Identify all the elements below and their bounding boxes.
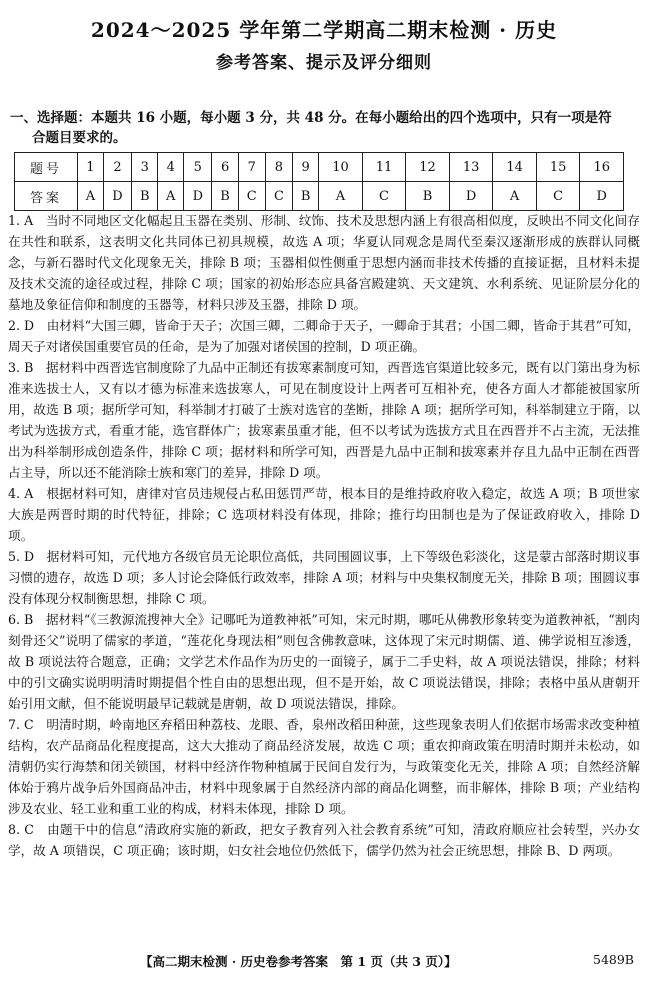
answer-cell: D (184, 182, 212, 211)
explanation-item-5: 5. D 据材料可知，元代地方各级官员无论职位高低，共同围圆议事，上下等级色彩淡化，这是蒙古部落时期议事习惯的遗存，故选 D 项；多人讨论会降低行政效率，排除 A 项；材料与中央集权制度无关，排除 B 项；围圆议事没有体现分权制衡思想，排除 C 项。 (8, 549, 640, 606)
section-heading (10, 108, 638, 148)
answer-cell: A (319, 182, 363, 211)
answer-cell: B (406, 182, 450, 211)
answer-cell: D (103, 182, 131, 211)
explanation-item-1: 1. A 当时不同地区文化幅起且玉器在类别、形制、纹饰、技术及思想内涵上有很高相似度，反映出不同文化间存在共性和联系，这表明文化共同体已初具规模，故选 A 项；华夏认同观念是周代至秦汉逐渐形成的族群认同概念，与新石器时代文化现象无关，排除 B 项；玉器相似性侧重于思想内涵而非技术传播的直接证据，且材料未提及技术交流的途径或过程，排除 C 项；国家的初始形态应具备宫殿建筑、天文建筑、水利系统、见证阶层分化的墓地及象征信仰和制度的玉器等，材料只涉及玉器，排除 D 项。 (8, 213, 640, 312)
table-header-cell: 答案 (15, 182, 78, 211)
question-number-cell: 6 (212, 153, 238, 182)
explanation-item-4: 4. A 根据材料可知，唐律对官员违规侵占私田惩罚严苛，根本目的是维持政府收入稳定，故选 A 项；B 项世家大族是两晋时期的时代特征，排除；C 选项材料没有体现，排除；推行均田制也是为了保证政府收入，排除 D 项。 (8, 486, 640, 543)
question-number-cell: 16 (580, 153, 624, 182)
question-number-cell: 9 (293, 153, 319, 182)
answer-cell: C (536, 182, 580, 211)
question-number-cell: 2 (103, 153, 131, 182)
footer-code: 5489B (593, 952, 634, 967)
question-number-cell: 4 (158, 153, 184, 182)
question-number-cell: 7 (238, 153, 265, 182)
page-title: 2024～2025 学年第二学期高二期末检测 · 历史 (90, 18, 558, 42)
question-number-cell: 15 (536, 153, 580, 182)
question-number-cell: 13 (449, 153, 493, 182)
answer-cell: B (212, 182, 238, 211)
question-number-cell: 11 (362, 153, 406, 182)
answer-cell: A (158, 182, 184, 211)
answer-cell: A (78, 182, 104, 211)
question-number-cell: 8 (265, 153, 292, 182)
answer-cell: D (580, 182, 624, 211)
question-number-cell: 12 (406, 153, 450, 182)
answer-cell: B (293, 182, 319, 211)
explanation-item-6: 6. B 据材料“《三教源流搜神大全》记哪吒为道教神祇”可知，宋元时期，哪吒从佛教形象转变为道教神祇，“割肉刻骨还父”说明了儒家的孝道，“莲花化身现法相”则包含佛教意味，这体现了宋元时期儒、道、佛学说相互渗透，故 B 项说法符合题意，正确；文学艺术作品作为历史的一面镜子，属于二手史料，故 A 项说法错误，排除；材料中的引文确实说明明清时期提倡个性自由的思想出现，但不是开始，故 C 项说法错误，排除；表格中虽从唐朝开始引用文献，但不能说明最早记载就是唐朝，故 D 项说法错误，排除。 (8, 612, 640, 711)
section-heading-line1: 一、选择题：本题共 16 小题，每小题 3 分，共 48 分。在每小题给出的四个选项中，只有一项是符 (10, 110, 612, 126)
question-number-cell: 14 (493, 153, 537, 182)
answer-table (14, 152, 624, 211)
answer-table-number-row (15, 153, 624, 182)
explanation-item-8: 8. C 由题干中的信息“清政府实施的新政，把女子教育列入社会教育系统”可知，清政府顺应社会转型，兴办女学，故 A 项错误，C 项正确；该时期，妇女社会地位仍然低下，儒学仍然为社会正统思想，排除 B、D 两项。 (8, 822, 640, 858)
question-number-cell: 10 (319, 153, 363, 182)
answer-cell: A (493, 182, 537, 211)
question-number-cell: 3 (132, 153, 158, 182)
page-subtitle: 参考答案、提示及评分细则 (216, 53, 432, 73)
answer-cell: D (449, 182, 493, 211)
question-number-cell: 5 (184, 153, 212, 182)
explanation-item-3: 3. B 据材料中西晋选官制度除了九品中正制还有拔寒素制度可知，西晋选官渠道比较多元，既有以门第出身为标准来选拔士人，又有以才德为标准来选拔寒人，可见在制度设计上两者可互相补充，使各方面人才都能被国家所用，故选 B 项；据所学可知，科举制才打破了士族对选官的垄断，排除 A 项；据所学可知，科举制建立于隋，以考试为选拔方式，看重才能，选官群体广；拔寒素虽重才能，但不以考试为选拔方式且在西晋并不占主流，无法推出为科举制形成创造条件，排除 C 项；据材料和所学可知，西晋是九品中正制和拔寒素并存且九品中正制在西晋占主导，所以还不能消除士族和寒门的差异，排除 D 项。 (8, 360, 640, 480)
question-number-cell: 1 (78, 153, 104, 182)
answer-cell: C (238, 182, 265, 211)
answer-table-answer-row (15, 182, 624, 211)
answer-cell: B (132, 182, 158, 211)
footer-page-info: 【高二期末检测 · 历史卷参考答案 第 1 页（共 3 页）】 (140, 954, 457, 969)
section-heading-line2: 合题目要求的。 (32, 130, 127, 146)
explanation-item-2: 2. D 由材料“大国三卿，皆命于天子；次国三卿，二卿命于天子，一卿命于其君；小国二卿，皆命于其君”可知，周天子对诸侯国重要官员的任命，是为了加强对诸侯国的控制，D 项正确。 (8, 318, 640, 354)
answer-cell: C (265, 182, 292, 211)
answer-cell: C (362, 182, 406, 211)
explanation-list (8, 210, 640, 861)
explanation-item-7: 7. C 明清时期，岭南地区弃稻田种荔枝、龙眼、香，泉州改稻田种蔗，这些现象表明人们依据市场需求改变种植结构，农产品商品化程度提高，这大大推动了商品经济发展，故选 C 项；重农抑商政策在明清时期并未松动，如清朝仍实行海禁和闭关锁国，材料中经济作物种植属于民间自发行为，与政策变化无关，排除 A 项；自然经济解体始于鸦片战争后外国商品冲击，材料中现象属于自然经济内部的商品化调整，而非解体，排除 B 项；产业结构涉及农业、轻工业和重工业的构成，材料未体现，排除 D 项。 (8, 717, 640, 816)
table-header-cell: 题号 (15, 153, 78, 182)
